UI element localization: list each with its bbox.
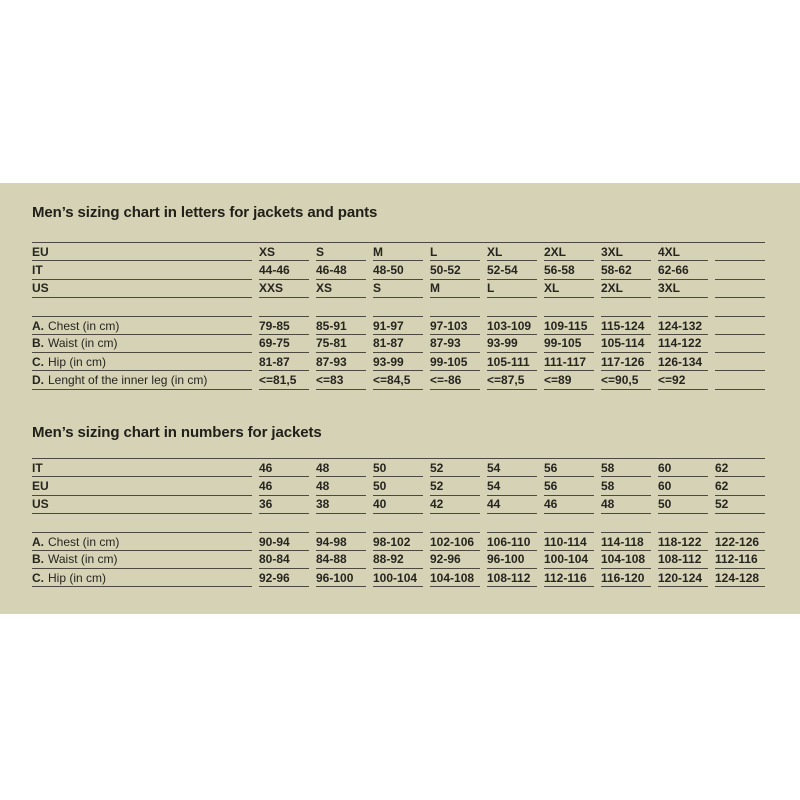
size-value-cell: 3XL [658,280,708,298]
table-row [32,569,765,587]
size-value-cell: 62 [715,477,765,495]
size-value-cell: 3XL [601,243,651,261]
row-label [32,335,252,353]
group-spacer [32,514,765,533]
size-value-cell: 99-105 [544,335,594,353]
size-value-cell: 79-85 [259,316,309,334]
header-rows-group [32,243,765,298]
size-value-cell: 48-50 [373,261,423,279]
table-row [32,371,765,389]
size-value-cell: 44 [487,496,537,514]
size-value-cell: <=92 [658,371,708,389]
table-row [32,280,765,298]
size-value-cell: M [373,243,423,261]
size-value-cell: 46 [259,459,309,477]
size-value-cell: 100-104 [544,551,594,569]
table-row [32,532,765,550]
size-value-cell: 116-120 [601,569,651,587]
group-spacer [32,298,765,317]
letters-size-chart-section [32,203,765,388]
row-label: IT [32,459,252,477]
size-value-cell: 60 [658,459,708,477]
size-value-cell: 96-100 [316,569,366,587]
size-value-cell: 48 [601,496,651,514]
size-value-cell: 38 [316,496,366,514]
row-label [32,316,252,334]
size-value-cell: 2XL [544,243,594,261]
row-label-prefix: A. [32,318,44,333]
size-value-cell: 112-116 [544,569,594,587]
size-value-cell: 52 [430,477,480,495]
size-value-cell: 111-117 [544,353,594,371]
size-value-cell: 109-115 [544,316,594,334]
size-value-cell [715,335,765,353]
size-value-cell: 54 [487,477,537,495]
size-value-cell: 40 [373,496,423,514]
size-value-cell: 52-54 [487,261,537,279]
size-value-cell [715,261,765,279]
size-value-cell: 96-100 [487,551,537,569]
size-value-cell: 114-118 [601,532,651,550]
row-label [32,569,252,587]
size-value-cell: 54 [487,459,537,477]
table-row [32,477,765,495]
size-value-cell: 69-75 [259,335,309,353]
size-value-cell: XS [316,280,366,298]
size-value-cell: 52 [430,459,480,477]
size-value-cell: 58-62 [601,261,651,279]
size-value-cell: 46-48 [316,261,366,279]
size-value-cell: 105-111 [487,353,537,371]
size-value-cell [715,371,765,389]
size-value-cell: <=87,5 [487,371,537,389]
size-value-cell: 92-96 [430,551,480,569]
size-chart-sheet [0,183,800,614]
size-value-cell: 42 [430,496,480,514]
size-value-cell: 88-92 [373,551,423,569]
size-value-cell: 110-114 [544,532,594,550]
size-value-cell: 48 [316,477,366,495]
section-title-numbers: Men’s sizing chart in numbers for jackets [32,424,322,441]
table-row [32,316,765,334]
size-value-cell: 75-81 [316,335,366,353]
row-label-text: Chest (in cm) [48,534,120,549]
size-value-cell: 50 [373,459,423,477]
size-value-cell: 122-126 [715,532,765,550]
section-title-letters: Men’s sizing chart in letters for jackets and pants [32,204,378,221]
size-value-cell: 48 [316,459,366,477]
size-value-cell [715,316,765,334]
size-value-cell: 46 [544,496,594,514]
size-value-cell: <=90,5 [601,371,651,389]
body-rows-group [32,532,765,587]
size-value-cell: XL [487,243,537,261]
table-row [32,496,765,514]
size-value-cell: L [430,243,480,261]
size-value-cell: 80-84 [259,551,309,569]
size-value-cell: 52 [715,496,765,514]
row-label-prefix: C. [32,354,44,369]
row-label: US [32,280,252,298]
size-value-cell: XS [259,243,309,261]
size-value-cell: 2XL [601,280,651,298]
table-row [32,551,765,569]
size-value-cell: 56 [544,477,594,495]
row-label: US [32,496,252,514]
size-value-cell: XXS [259,280,309,298]
body-rows-group [32,316,765,389]
size-value-cell: 94-98 [316,532,366,550]
table-row [32,335,765,353]
row-label-prefix: C. [32,570,44,585]
size-value-cell: 81-87 [373,335,423,353]
table-row [32,353,765,371]
row-label-prefix: D. [32,373,44,388]
size-value-cell: 124-132 [658,316,708,334]
size-value-cell: 106-110 [487,532,537,550]
row-label: IT [32,261,252,279]
size-value-cell: 108-112 [658,551,708,569]
size-value-cell: 58 [601,477,651,495]
size-value-cell: 90-94 [259,532,309,550]
size-value-cell: 93-99 [487,335,537,353]
size-value-cell: 115-124 [601,316,651,334]
row-label: EU [32,243,252,261]
size-value-cell: 56-58 [544,261,594,279]
size-value-cell: 50 [658,496,708,514]
row-label [32,532,252,550]
row-label [32,353,252,371]
size-value-cell [715,280,765,298]
table-row [32,261,765,279]
header-rows-group [32,459,765,514]
size-value-cell: 62-66 [658,261,708,279]
size-value-cell [715,353,765,371]
size-value-cell: 97-103 [430,316,480,334]
row-label-text: Lenght of the inner leg (in cm) [48,373,208,388]
numbers-size-chart-section [32,423,765,585]
size-value-cell: 102-106 [430,532,480,550]
size-value-cell: S [373,280,423,298]
size-value-cell: 91-97 [373,316,423,334]
size-value-cell: <=81,5 [259,371,309,389]
size-value-cell: 105-114 [601,335,651,353]
size-value-cell: 92-96 [259,569,309,587]
size-value-cell: 99-105 [430,353,480,371]
size-value-cell: 104-108 [430,569,480,587]
letters-size-table [32,242,765,390]
table-row [32,243,765,261]
size-value-cell: S [316,243,366,261]
size-value-cell: XL [544,280,594,298]
size-value-cell: <=-86 [430,371,480,389]
size-value-cell: <=89 [544,371,594,389]
row-label-text: Waist (in cm) [48,336,118,351]
size-value-cell: <=83 [316,371,366,389]
size-value-cell: 93-99 [373,353,423,371]
size-value-cell: 46 [259,477,309,495]
row-label-text: Chest (in cm) [48,318,120,333]
size-value-cell: 50-52 [430,261,480,279]
size-value-cell: 4XL [658,243,708,261]
row-label [32,371,252,389]
size-value-cell: 56 [544,459,594,477]
size-value-cell: 58 [601,459,651,477]
row-label-text: Hip (in cm) [48,354,107,369]
size-value-cell: 87-93 [430,335,480,353]
size-value-cell: 114-122 [658,335,708,353]
size-value-cell: 117-126 [601,353,651,371]
row-label: EU [32,477,252,495]
size-value-cell: 84-88 [316,551,366,569]
size-value-cell: 36 [259,496,309,514]
size-value-cell: 108-112 [487,569,537,587]
row-label [32,551,252,569]
row-label-prefix: A. [32,534,44,549]
size-value-cell: 87-93 [316,353,366,371]
size-value-cell: 50 [373,477,423,495]
size-value-cell: 85-91 [316,316,366,334]
size-value-cell: 126-134 [658,353,708,371]
size-value-cell: 103-109 [487,316,537,334]
size-value-cell: 100-104 [373,569,423,587]
size-value-cell: 104-108 [601,551,651,569]
size-value-cell: M [430,280,480,298]
size-value-cell: <=84,5 [373,371,423,389]
size-value-cell: 112-116 [715,551,765,569]
size-value-cell: 60 [658,477,708,495]
size-value-cell [715,243,765,261]
size-value-cell: 98-102 [373,532,423,550]
numbers-size-table [32,458,765,587]
table-row [32,459,765,477]
size-value-cell: 118-122 [658,532,708,550]
row-label-text: Hip (in cm) [48,570,107,585]
row-label-prefix: B. [32,336,44,351]
row-label-text: Waist (in cm) [48,552,118,567]
size-value-cell: 81-87 [259,353,309,371]
size-value-cell: 62 [715,459,765,477]
size-value-cell: 44-46 [259,261,309,279]
size-value-cell: L [487,280,537,298]
size-value-cell: 124-128 [715,569,765,587]
size-value-cell: 120-124 [658,569,708,587]
row-label-prefix: B. [32,552,44,567]
